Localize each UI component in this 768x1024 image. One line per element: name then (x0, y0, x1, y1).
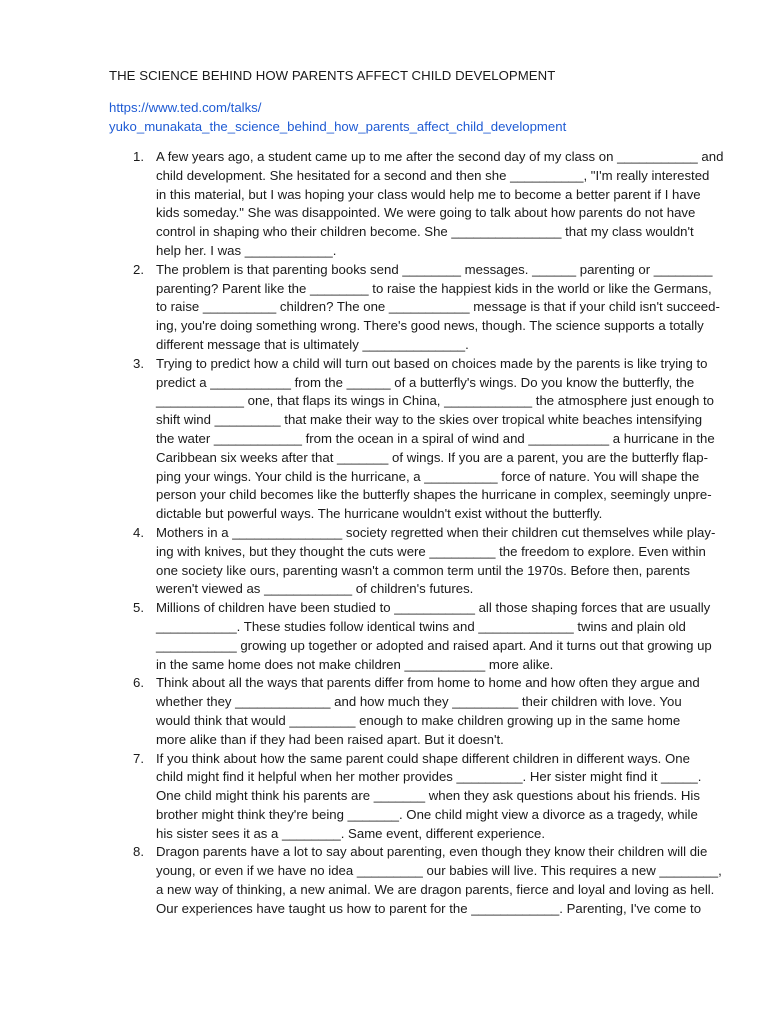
question-text-line: child development. She hesitated for a second and then she __________, "I'm really interested (156, 167, 710, 183)
question-text-line: the water ____________ from the ocean in a spiral of wind and ___________ a hurricane in the (156, 430, 715, 446)
question-text (156, 750, 712, 844)
question-text (156, 599, 712, 674)
question-text-line: control in shaping who their children become. She _______________ that my class wouldn't (156, 224, 694, 240)
question-text-line: ___________ growing up together or adopted and raised apart. And it turns out that growing up (156, 637, 712, 653)
question-text-line: Our experiences have taught us how to parent for the ____________. Parenting, I've come to (156, 900, 702, 916)
ted-talk-link[interactable] (109, 98, 729, 136)
question-list (0, 148, 768, 919)
question-text-line: ping your wings. Your child is the hurricane, a __________ force of nature. You will shape the (156, 468, 700, 484)
question-text-line: dictable but powerful ways. The hurricane wouldn't exist without the butterfly. (156, 506, 603, 522)
question-text-line: Trying to predict how a child will turn out based on choices made by the parents is like trying to (156, 355, 708, 371)
question-text-line: would think that would _________ enough to make children growing up in the same home (156, 712, 681, 728)
question-text-line: predict a ___________ from the ______ of a butterfly's wings. Do you know the butterfly, the (156, 374, 695, 390)
question-text-line: brother might think they're being _______. One child might view a divorce as a tragedy, while (156, 806, 698, 822)
question-text-line: different message that is ultimately ______________. (156, 336, 469, 352)
question-text (156, 148, 724, 261)
question-text-line: ing, you're doing something wrong. There's good news, though. The science supports a totally (156, 318, 704, 334)
question-text-line: Millions of children have been studied to ___________ all those shaping forces that are usually (156, 600, 711, 616)
question-text-line: one society like ours, parenting wasn't a common term until the 1970s. Before then, parents (156, 562, 690, 578)
question-text-line: The problem is that parenting books send ________ messages. ______ parenting or ________ (156, 261, 713, 277)
document-title: THE SCIENCE BEHIND HOW PARENTS AFFECT CHILD DEVELOPMENT (109, 68, 556, 83)
question-text-line: ing with knives, but they thought the cuts were _________ the freedom to explore. Even within (156, 543, 706, 559)
question-item-2 (0, 261, 768, 355)
question-text (156, 843, 722, 918)
question-text-line: kids someday." She was disappointed. We were going to talk about how parents do not have (156, 205, 696, 221)
question-number: 7. (133, 750, 144, 766)
question-text-line: Mothers in a _______________ society regretted when their children cut themselves while play- (156, 524, 716, 540)
question-number: 4. (133, 524, 144, 540)
question-text-line: Think about all the ways that parents differ from home to home and how often they argue and (156, 675, 700, 691)
question-text-line: weren't viewed as ____________ of children's futures. (156, 581, 474, 597)
question-item-3 (0, 355, 768, 524)
question-text-line: A few years ago, a student came up to me after the second day of my class on ___________ and (156, 149, 724, 164)
question-text (156, 261, 720, 355)
question-text-line: in the same home does not make children ___________ more alike. (156, 656, 554, 672)
question-text-line: to raise __________ children? The one ___________ message is that if your child isn't succeed- (156, 299, 720, 315)
question-text-line: whether they _____________ and how much they _________ their children with love. You (156, 694, 682, 710)
question-text-line: help her. I was ____________. (156, 242, 337, 258)
question-text (156, 355, 715, 524)
question-text-line: One child might think his parents are _______ when they ask questions about his friends. His (156, 788, 700, 804)
question-text-line: person your child becomes like the butterfly shapes the hurricane in complex, seemingly unpre- (156, 487, 712, 503)
question-text-line: If you think about how the same parent could shape different children in different ways. One (156, 750, 690, 766)
question-text-line: his sister sees it as a ________. Same event, different experience. (156, 825, 546, 841)
question-item-5 (0, 599, 768, 674)
question-text-line: a new way of thinking, a new animal. We are dragon parents, fierce and loyal and loving as hell. (156, 882, 715, 898)
link-line-2[interactable]: yuko_munakata_the_science_behind_how_parents_affect_child_development (109, 119, 567, 134)
question-text-line: Caribbean six weeks after that _______ of wings. If you are a parent, you are the butterfly flap- (156, 449, 708, 465)
question-text-line: ____________ one, that flaps its wings in China, ____________ the atmosphere just enough to (156, 393, 714, 409)
question-number: 2. (133, 261, 144, 277)
question-number: 6. (133, 675, 144, 691)
link-line-1[interactable]: https://www.ted.com/talks/ (109, 100, 262, 115)
question-number: 3. (133, 355, 144, 371)
question-item-6 (0, 674, 768, 749)
question-text (156, 674, 712, 749)
question-text-line: shift wind _________ that make their way to the skies over tropical white beaches intensifying (156, 412, 703, 428)
question-number: 1. (133, 149, 144, 164)
question-text-line: in this material, but I was hoping your class would help me to become a better parent if I have (156, 186, 701, 202)
question-text-line: more alike than if they had been raised apart. But it doesn't. (156, 731, 504, 747)
question-text-line: parenting? Parent like the ________ to raise the happiest kids in the world or like the Germans, (156, 280, 712, 296)
question-text-line: ___________. These studies follow identical twins and _____________ twins and plain old (156, 618, 686, 634)
question-text-line: Dragon parents have a lot to say about parenting, even though they know their children will die (156, 844, 708, 860)
question-item-8 (0, 843, 768, 918)
question-item-4 (0, 524, 768, 599)
question-item-7 (0, 750, 768, 844)
question-number: 8. (133, 844, 144, 860)
question-item-1 (0, 148, 768, 261)
question-text (156, 524, 716, 599)
question-text-line: young, or even if we have no idea _________ our babies will live. This requires a new ________, (156, 863, 722, 879)
question-number: 5. (133, 600, 144, 616)
question-text-line: child might find it helpful when her mother provides _________. Her sister might find it _____. (156, 769, 702, 785)
